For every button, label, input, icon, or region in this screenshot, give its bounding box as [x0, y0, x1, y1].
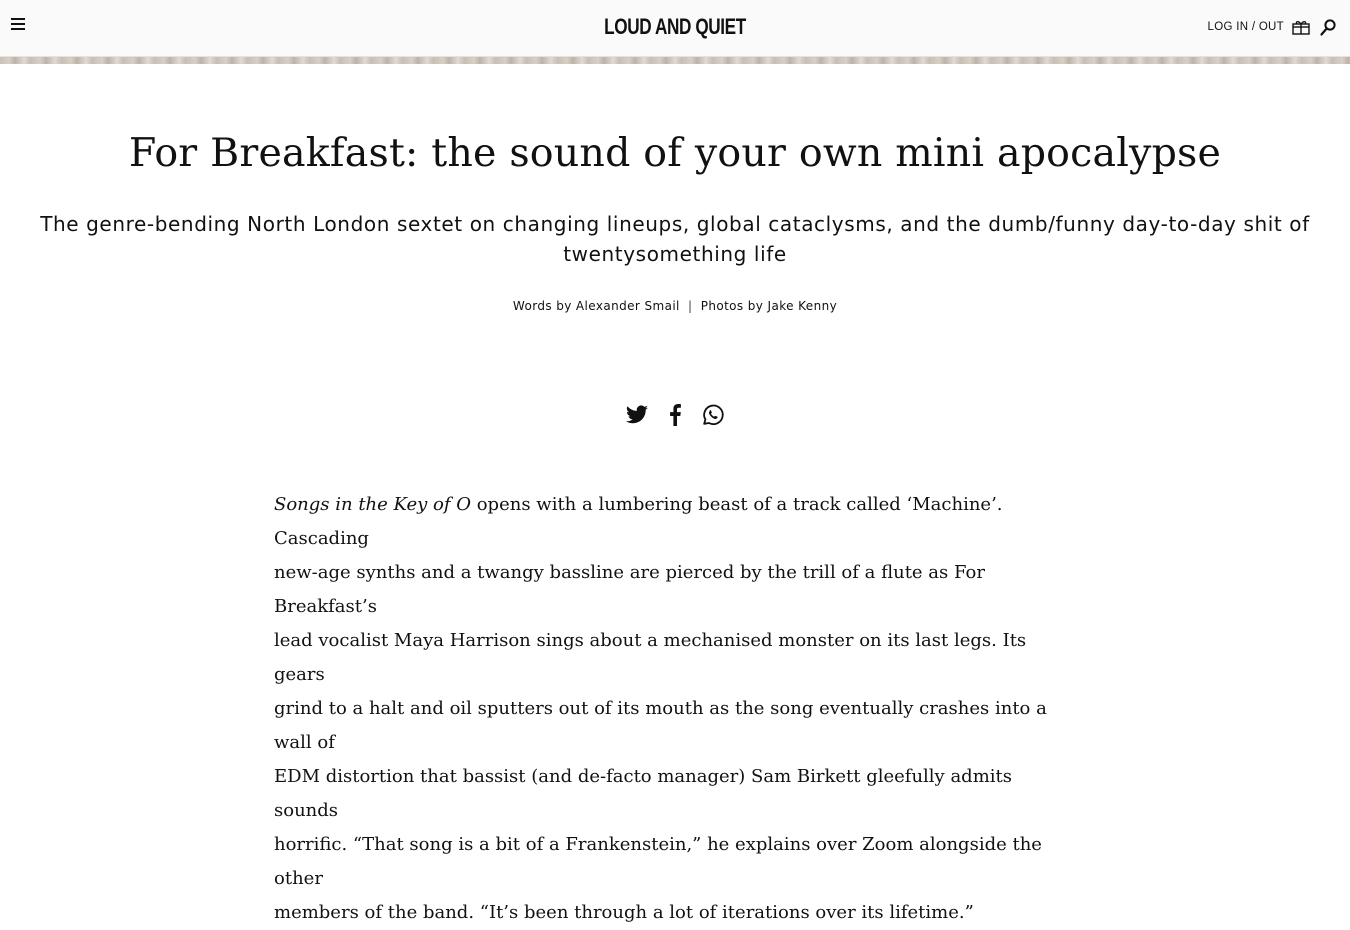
album-title: Songs in the Key of O: [274, 494, 471, 515]
body-line: lead vocalist Maya Harrison sings about a mechanised monster on its last legs. Its gears: [274, 630, 1027, 685]
twitter-icon[interactable]: [625, 403, 649, 427]
site-logo[interactable]: LOUD AND QUIET: [604, 14, 746, 39]
author-credit[interactable]: Words by Alexander Smail: [512, 299, 680, 313]
credit-separator: |: [688, 299, 693, 313]
login-logout-link[interactable]: LOG IN / OUT: [1207, 21, 1284, 33]
search-icon[interactable]: [1320, 19, 1336, 36]
body-line: new-age synths and a twangy bassline are pierced by the trill of a flute as For Breakfast’s: [274, 562, 985, 617]
photographer-credit[interactable]: Photos by Jake Kenny: [700, 299, 838, 313]
hero-photo-edge: [0, 57, 1350, 64]
whatsapp-icon[interactable]: [701, 403, 725, 427]
body-line: opens with a lumbering beast of a track called ‘Machine’. Cascading: [274, 494, 1003, 549]
article-credits: [0, 299, 1350, 313]
body-line: horrific. “That song is a bit of a Frankenstein,” he explains over Zoom alongside the other: [274, 834, 1042, 889]
article-subtitle: The genre-bending North London sextet on changing lineups, global cataclysms, and the dumb/funny day-to-day shit of twentysomething life: [40, 212, 1310, 266]
share-bar: [0, 403, 1350, 427]
body-line: EDM distortion that bassist (and de-facto manager) Sam Birkett gleefully admits sounds: [274, 766, 1012, 821]
hamburger-menu-icon[interactable]: [11, 18, 25, 32]
body-line: grind to a halt and oil sputters out of its mouth as the song eventually crashes into a wall of: [274, 698, 1047, 753]
article-title: For Breakfast: the sound of your own mini apocalypse: [128, 130, 1222, 176]
top-navigation-bar: [0, 0, 1350, 57]
article-body: [274, 488, 1078, 930]
body-line: members of the band. “It’s been through a lot of iterations over its lifetime.”: [274, 902, 974, 923]
gift-icon[interactable]: [1292, 20, 1310, 35]
facebook-icon[interactable]: [663, 403, 687, 427]
article-paragraph: [274, 488, 1078, 930]
